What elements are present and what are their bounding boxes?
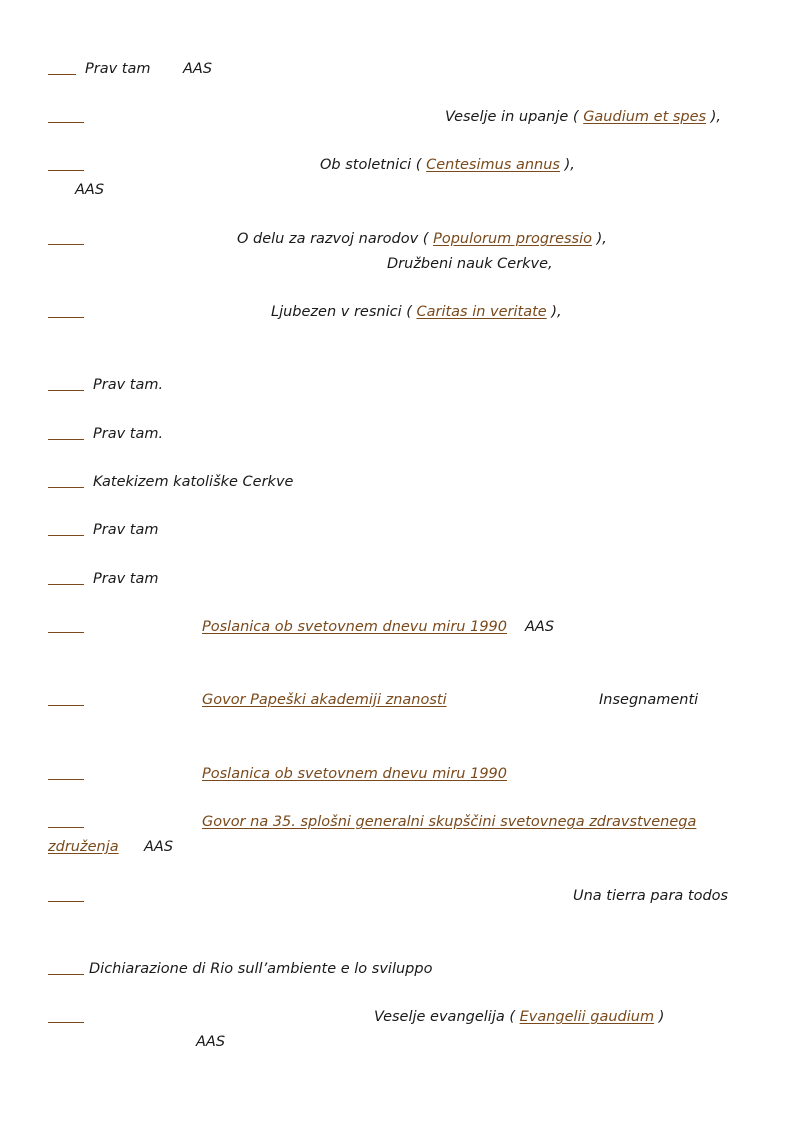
footnote-2-citation (445, 108, 721, 126)
footnote-12-citation (202, 691, 447, 709)
footnote-11-citation (202, 618, 507, 636)
footnote-marker[interactable] (48, 376, 84, 391)
citation-title: Ob stoletnici ( (320, 157, 422, 173)
footnote-3-citation (320, 156, 575, 174)
document-link[interactable]: Populorum progressio (433, 231, 593, 247)
footnote-marker[interactable] (48, 60, 76, 75)
footnote-marker[interactable] (48, 813, 84, 828)
footnote-marker[interactable] (48, 521, 84, 536)
footnote-17 (48, 1008, 84, 1028)
footnote-16-ref: Dichiarazione di Rio sull’ambiente e lo sviluppo (89, 961, 433, 977)
footnote-marker[interactable] (48, 108, 84, 123)
citation-punct: ), (596, 231, 607, 247)
citation-title: Veselje in upanje ( (445, 109, 579, 125)
footnote-5 (48, 303, 84, 323)
footnote-14-citation-cont (48, 838, 119, 856)
footnote-15-ref: Una tierra para todos (573, 888, 729, 904)
footnote-1 (48, 60, 76, 80)
footnote-4 (48, 230, 84, 250)
footnote-17-citation (374, 1008, 664, 1026)
footnote-14-citation (202, 813, 696, 831)
footnote-14-source: AAS (144, 839, 174, 855)
footnote-marker[interactable] (48, 960, 84, 975)
footnote-1-source: AAS (183, 61, 213, 77)
footnote-7 (48, 425, 84, 445)
citation-punct: ), (551, 304, 562, 320)
footnote-7-ref: Prav tam. (93, 426, 164, 442)
footnote-12-source: Insegnamenti (599, 692, 699, 708)
document-link[interactable]: Poslanica ob svetovnem dnevu miru 1990 (202, 619, 508, 635)
footnote-marker[interactable] (48, 156, 84, 171)
citation-punct: ), (564, 157, 575, 173)
document-link[interactable]: Govor na 35. splošni generalni skupščini svetovnega zdravstvenega (202, 814, 697, 830)
document-link[interactable]: Poslanica ob svetovnem dnevu miru 1990 (202, 766, 508, 782)
footnote-6 (48, 376, 84, 396)
footnote-11-source: AAS (525, 619, 555, 635)
footnote-marker[interactable] (48, 303, 84, 318)
footnote-5-citation (271, 303, 562, 321)
footnote-15 (48, 887, 84, 907)
citation-title: Ljubezen v resnici ( (271, 304, 412, 320)
footnote-marker[interactable] (48, 1008, 84, 1023)
footnote-4-book: Družbeni nauk Cerkve, (387, 256, 553, 272)
footnote-3 (48, 156, 84, 176)
footnote-8 (48, 473, 84, 493)
document-link[interactable]: združenja (48, 839, 119, 855)
footnote-3-source: AAS (75, 182, 105, 198)
footnote-8-ref: Katekizem katoliške Cerkve (93, 474, 294, 490)
footnote-marker[interactable] (48, 887, 84, 902)
footnote-16 (48, 960, 84, 980)
footnote-2 (48, 108, 84, 128)
footnote-1-ref: Prav tam (85, 61, 151, 77)
citation-punct: ) (658, 1009, 665, 1025)
footnote-10-ref: Prav tam (93, 571, 159, 587)
footnote-13-citation (202, 765, 507, 783)
footnote-9 (48, 521, 84, 541)
footnote-marker[interactable] (48, 473, 84, 488)
document-link[interactable]: Centesimus annus (426, 157, 560, 173)
footnote-marker[interactable] (48, 691, 84, 706)
footnote-4-citation (237, 230, 607, 248)
footnote-6-ref: Prav tam. (93, 377, 164, 393)
document-link[interactable]: Evangelii gaudium (519, 1009, 655, 1025)
document-link[interactable]: Gaudium et spes (583, 109, 707, 125)
footnote-10 (48, 570, 84, 590)
footnote-marker[interactable] (48, 765, 84, 780)
document-link[interactable]: Govor Papeški akademiji znanosti (202, 692, 447, 708)
footnote-marker[interactable] (48, 618, 84, 633)
citation-title: Veselje evangelija ( (374, 1009, 515, 1025)
citation-title: O delu za razvoj narodov ( (237, 231, 429, 247)
document-link[interactable]: Caritas in veritate (416, 304, 547, 320)
footnote-marker[interactable] (48, 230, 84, 245)
footnote-12 (48, 691, 84, 711)
footnote-11 (48, 618, 84, 638)
footnote-17-source: AAS (196, 1034, 226, 1050)
footnote-14 (48, 813, 84, 833)
footnote-marker[interactable] (48, 425, 84, 440)
footnote-9-ref: Prav tam (93, 522, 159, 538)
citation-punct: ), (710, 109, 721, 125)
footnote-marker[interactable] (48, 570, 84, 585)
footnote-13 (48, 765, 84, 785)
